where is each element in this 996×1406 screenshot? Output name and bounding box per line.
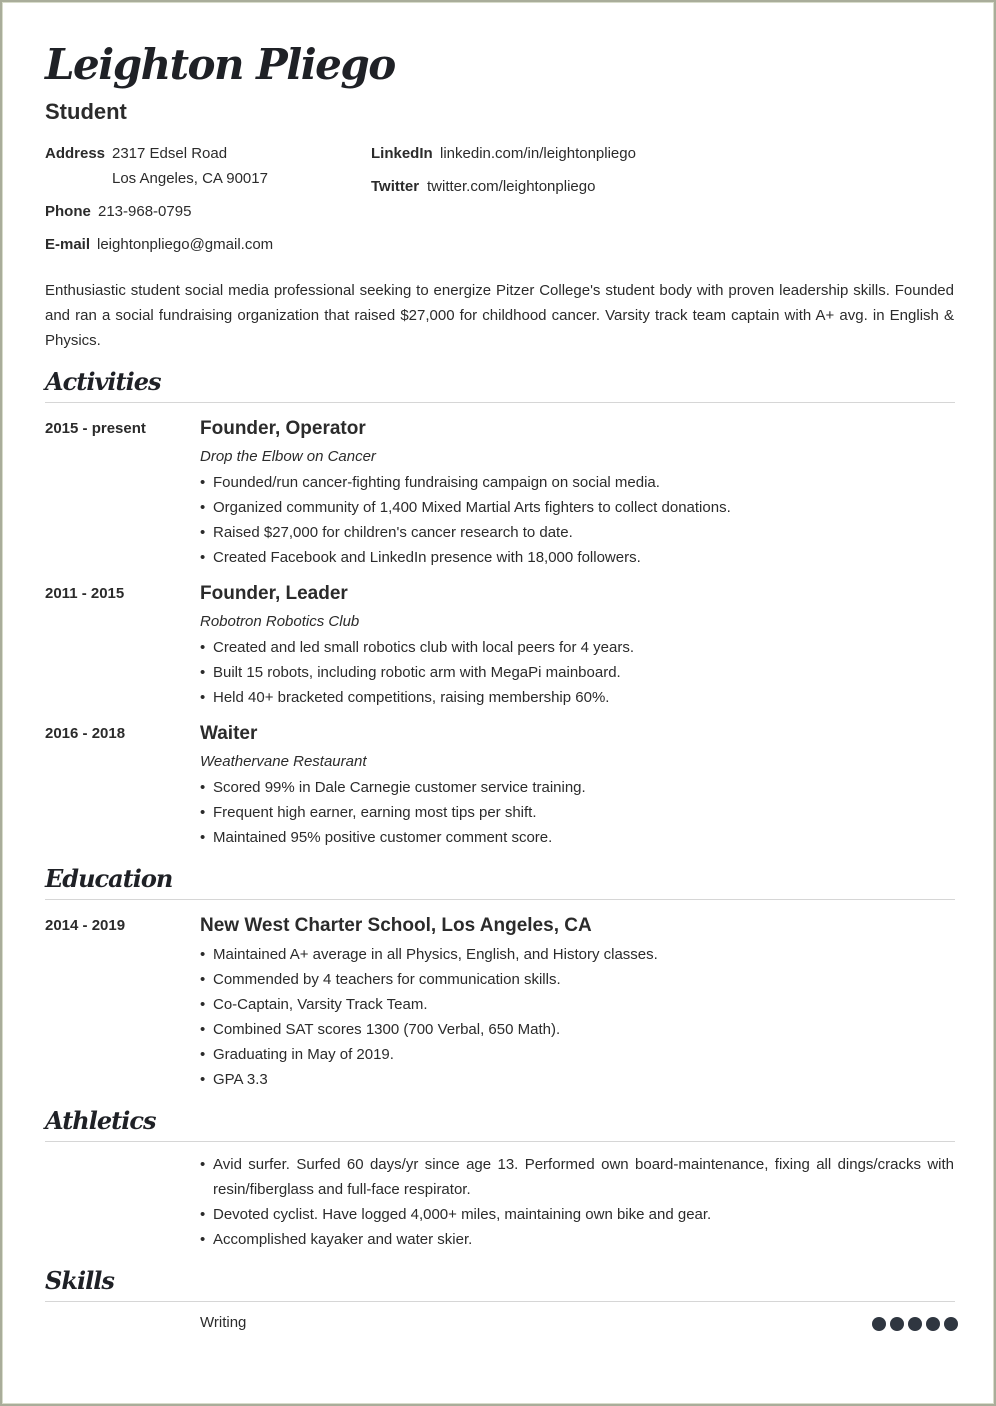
skill-dot — [890, 1317, 904, 1331]
skill-dot — [872, 1317, 886, 1331]
education-school: New West Charter School, Los Angeles, CA — [200, 915, 592, 936]
skills-heading: Skills — [45, 1266, 114, 1295]
list-item: • Graduating in May of 2019. — [200, 1042, 954, 1067]
list-item: • Maintained A+ average in all Physics, English, and History classes. — [200, 942, 954, 967]
email-label: E-mail — [45, 236, 91, 253]
list-item: • Organized community of 1,400 Mixed Martial Arts fighters to collect donations. — [200, 495, 954, 520]
list-item: • Maintained 95% positive customer comment score. — [200, 825, 954, 850]
list-item: • Scored 99% in Dale Carnegie customer service training. — [200, 775, 954, 800]
education-divider — [45, 899, 955, 900]
summary-paragraph: Enthusiastic student social media professional seeking to energize Pitzer College's student body with proven leadership skills. Founded and ran a social fundraising organization that raised $27,000 for childhood cancer. Varsity track team captain with A+ avg. in English & Physics. — [45, 282, 954, 349]
education-dates: 2014 - 2019 — [45, 917, 126, 934]
list-item: • Built 15 robots, including robotic arm with MegaPi mainboard. — [200, 660, 954, 685]
twitter-value: twitter.com/leightonpliego — [427, 178, 596, 195]
list-item: • Devoted cyclist. Have logged 4,000+ miles, maintaining own bike and gear. — [200, 1202, 954, 1227]
twitter-label: Twitter — [371, 178, 420, 195]
list-item: • Raised $27,000 for children's cancer research to date. — [200, 520, 954, 545]
education-bullets — [200, 942, 954, 1092]
activity-3-org: Weathervane Restaurant — [200, 753, 367, 770]
skill-name: Writing — [200, 1314, 247, 1331]
skill-dot — [944, 1317, 958, 1331]
skill-rating — [872, 1317, 958, 1331]
list-item: • Held 40+ bracketed competitions, raising membership 60%. — [200, 685, 954, 710]
athletics-divider — [45, 1141, 955, 1142]
email-value: leightonpliego@gmail.com — [97, 236, 274, 253]
linkedin-label: LinkedIn — [371, 145, 433, 162]
athletics-heading: Athletics — [45, 1106, 156, 1135]
list-item: • Founded/run cancer-fighting fundraising campaign on social media. — [200, 470, 954, 495]
activity-1-title: Founder, Operator — [200, 418, 366, 439]
athletics-bullets — [200, 1152, 954, 1252]
activity-3-bullets — [200, 775, 954, 850]
address-line2: Los Angeles, CA 90017 — [112, 170, 268, 187]
list-item: • Frequent high earner, earning most tips per shift. — [200, 800, 954, 825]
education-heading: Education — [45, 864, 173, 893]
activity-2-dates: 2011 - 2015 — [45, 585, 125, 602]
address-line1: 2317 Edsel Road — [112, 145, 228, 162]
list-item: • Created and led small robotics club with local peers for 4 years. — [200, 635, 954, 660]
activity-2-bullets — [200, 635, 954, 710]
candidate-title: Student — [45, 99, 127, 124]
activities-heading: Activities — [45, 367, 161, 396]
list-item: • Commended by 4 teachers for communication skills. — [200, 967, 954, 992]
linkedin-value: linkedin.com/in/leightonpliego — [440, 145, 636, 162]
activities-divider — [45, 402, 955, 403]
skill-dot — [908, 1317, 922, 1331]
list-item: • Combined SAT scores 1300 (700 Verbal, 650 Math). — [200, 1017, 954, 1042]
list-item: • Co-Captain, Varsity Track Team. — [200, 992, 954, 1017]
list-item: • Created Facebook and LinkedIn presence with 18,000 followers. — [200, 545, 954, 570]
phone-label: Phone — [45, 203, 91, 220]
candidate-name: Leighton Pliego — [45, 40, 395, 89]
activity-2-title: Founder, Leader — [200, 583, 348, 604]
skill-dot — [926, 1317, 940, 1331]
activity-3-title: Waiter — [200, 723, 258, 744]
activity-2-org: Robotron Robotics Club — [200, 613, 360, 630]
list-item: • Accomplished kayaker and water skier. — [200, 1227, 954, 1252]
activity-3-dates: 2016 - 2018 — [45, 725, 126, 742]
phone-value: 213-968-0795 — [98, 203, 192, 220]
activity-1-dates: 2015 - present — [45, 420, 146, 437]
address-label: Address — [45, 145, 106, 162]
activity-1-org: Drop the Elbow on Cancer — [200, 448, 376, 465]
activity-1-bullets — [200, 470, 954, 570]
list-item: • GPA 3.3 — [200, 1067, 954, 1092]
skills-divider — [45, 1301, 955, 1302]
list-item: • Avid surfer. Surfed 60 days/yr since age 13. Performed own board-maintenance, fixing all dings/cracks with resin/fiberglass and full-face respirator. — [200, 1152, 954, 1202]
